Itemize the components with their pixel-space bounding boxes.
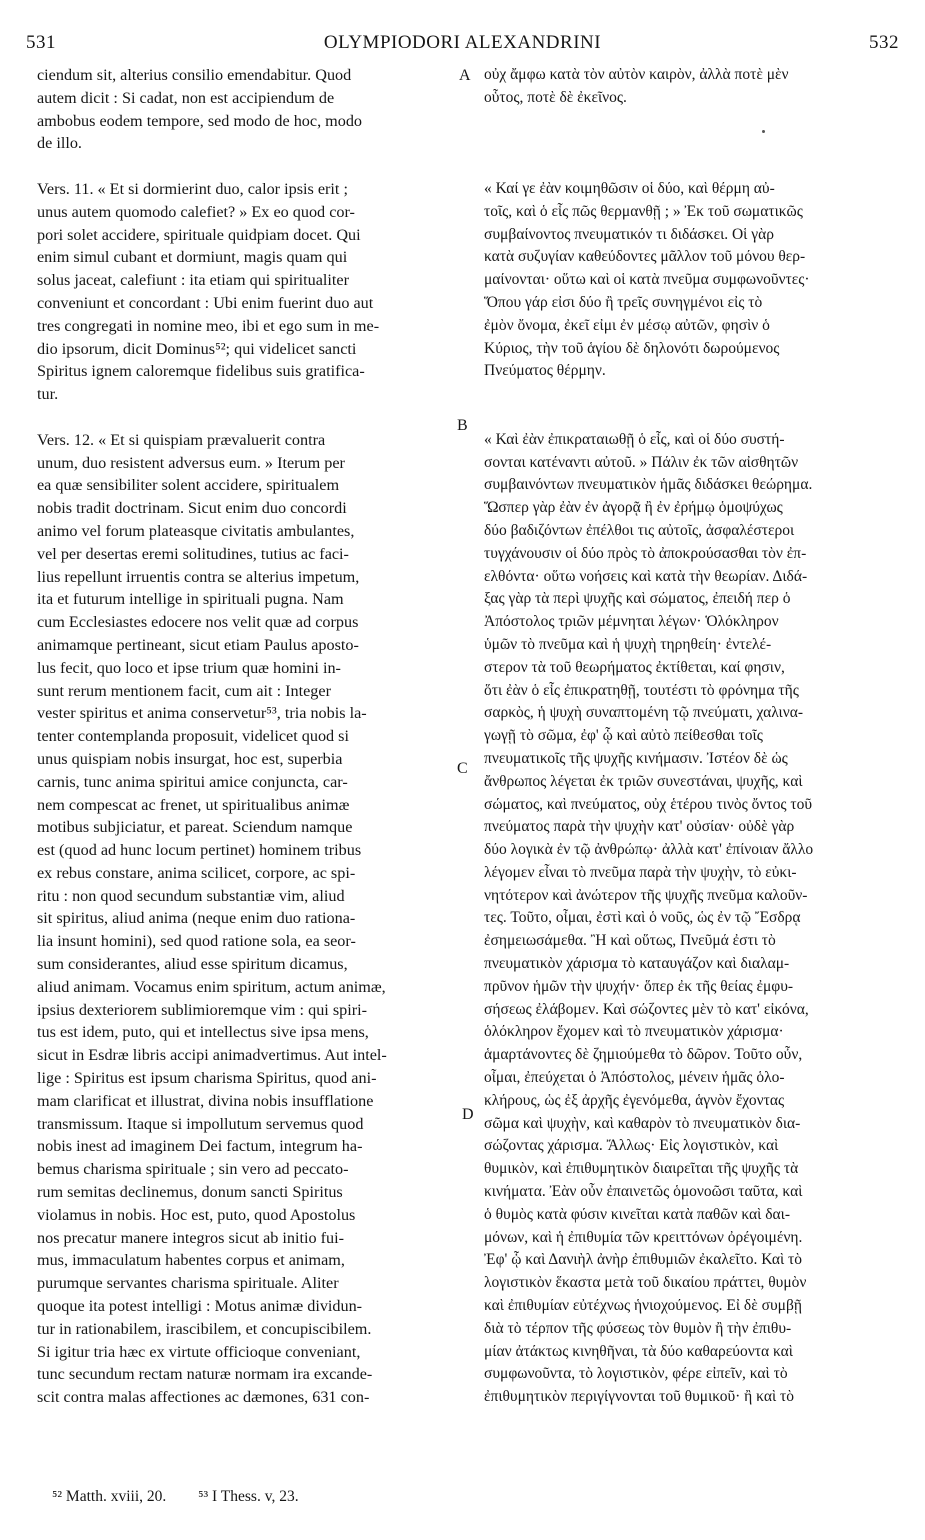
running-title: OLYMPIODORI ALEXANDRINI (323, 32, 602, 53)
latin-line: lia insunt homini), sed quod ratione sola, ea seor- (37, 932, 356, 951)
greek-line: ἐπιθυμητικὸν περιγίγνονται τοῦ θυμικοῦ· ἢ καὶ τὸ (484, 1388, 794, 1406)
greek-line: ὁλόκληρον ἔχομεν καὶ τὸ πνευματικὸν χάρισμα· (484, 1023, 784, 1041)
greek-line: Κύριος, τὴν τοῦ ἁγίου δὲ δηλονότι δωρούμενος (484, 339, 780, 357)
greek-line: δύο βαδιζόντων ἐπέλθοι τις αὐτοῖς, ἀσφαλέστεροι (484, 521, 795, 539)
latin-line: nobis inest ad imaginem Dei factum, integrum ha- (37, 1137, 363, 1156)
latin-line: vester spiritus et anima conservetur⁵³, tria nobis la- (37, 704, 367, 723)
latin-line (37, 406, 453, 429)
greek-line: ἄνθρωπος λέγεται ἐκ τριῶν συνεστάναι, ψυχῆς, καὶ (484, 772, 803, 790)
greek-line: μαίνονται· οὕτω καὶ οἱ κατὰ πνεῦμα συμφωνοῦντες· (484, 271, 810, 289)
latin-line: tunc secundum rectam naturæ normam ira excande- (37, 1365, 373, 1384)
latin-line: lus fecit, quo loco et ipse trium quæ homini in- (37, 658, 341, 677)
latin-line: mam clarificat et illustrat, divina nobis insufflatione (37, 1091, 374, 1110)
latin-line: sum considerantes, aliud esse spiritum dicamus, (37, 955, 348, 974)
greek-line: πρῦνον ἡμῶν τὴν ψυχήν· ὅπερ ἐκ τῆς θείας ἐμφυ- (484, 977, 794, 995)
greek-line: Ὅπου γάρ εἰσι δύο ἢ τρεῖς συνηγμένοι εἰς τὸ (484, 293, 763, 311)
latin-line: pori solet accidere, spirituale quidpiam docet. Qui (37, 225, 361, 244)
greek-line: θυμικὸν, καὶ ἐπιθυμητικὸν διαιρεῖται τῆς ψυχῆς τὰ (484, 1160, 799, 1178)
footnote-52: ⁵² Matth. xviii, 20. (52, 1488, 167, 1505)
greek-line: οὐχ ἄμφω κατὰ τὸν αὐτὸν καιρὸν, ἀλλὰ ποτὲ μὲν (484, 66, 789, 83)
latin-line: conveniunt et concordant : Ubi enim fuerint duo aut (37, 293, 374, 312)
margin-letter-b: B (457, 417, 468, 434)
latin-line: lige : Spiritus est ipsum charisma Spiritus, quod ani- (37, 1069, 377, 1088)
latin-line (37, 155, 453, 178)
greek-line: κινήματα. Ἐὰν οὖν ἐπαινετῶς ὁμονοῶσι ταῦτα, καὶ (484, 1183, 803, 1201)
latin-line: bemus charisma spirituale ; sin vero ad peccato- (37, 1160, 349, 1179)
page-number-left: 531 (26, 32, 56, 53)
greek-line: ἐμὸν ὄνομα, ἐκεῖ εἰμι ἐν μέσῳ αὐτῶν, φησὶν ὁ (484, 316, 770, 334)
footnotes (52, 1488, 327, 1506)
greek-line: οὗτος, ποτὲ δὲ ἐκεῖνος. (484, 88, 627, 106)
latin-line: purumque servantes charisma spirituale. Aliter (37, 1274, 339, 1293)
greek-line: ὅτι ἐὰν ὁ εἷς ἐπικρατηθῇ, τουτέστι τὸ φρόνημα τῆς (484, 681, 799, 699)
latin-line: de illo. (37, 134, 82, 153)
greek-line: σώζοντας χάρισμα. Ἄλλως· Εἰς λογιστικὸν, καὶ (484, 1137, 779, 1155)
latin-line: sicut in Esdræ libris accipi animadvertimus. Aut intel- (37, 1046, 387, 1065)
greek-line: « Καὶ ἐὰν ἐπικραταιωθῇ ὁ εἷς, καὶ οἱ δύο συστή- (484, 430, 785, 448)
latin-line: tus est idem, puto, qui et intellectus sive ipsa mens, (37, 1023, 369, 1042)
greek-line (484, 110, 892, 133)
greek-line (484, 406, 892, 429)
greek-line: γωγῇ τὸ σῶμα, ἐφ' ᾧ καὶ αὐτὸ πείθεσθαι τοῖς (484, 727, 763, 745)
greek-line: στερον τὰ τοῦ θεωρήματος ἐκτίθεται, καί φησιν, (484, 658, 785, 676)
latin-line: ambobus eodem tempore, sed modo de hoc, modo (37, 111, 363, 130)
greek-line: τυγχάνουσιν οἱ δύο πρὸς τὸ ἀποκρούσασθαι τὸν ἐπ- (484, 544, 807, 562)
greek-line: Πνεύματος θέρμην. (484, 362, 606, 380)
greek-line: τοῖς, καὶ ὁ εἷς πῶς θερμανθῇ ; » Ἐκ τοῦ σωματικῶς (484, 202, 803, 220)
greek-line: μόνων, καὶ ἡ ἐπιθυμία τῶν κρειττόνων ὀρέγοιμένη. (484, 1228, 803, 1246)
greek-line: πνευματικοῖς τῆς ψυχῆς κινήμασιν. Ἰστέον δὲ ὡς (484, 749, 788, 767)
margin-letter-c: C (457, 760, 468, 777)
greek-line: νητότερον καὶ ἀνώτερον τῆς ψυχῆς πνεῦμα καλοῦν- (484, 886, 808, 904)
greek-line: πνευματικὸν χάρισμα τὸ καταυγάζον καὶ διαλαμ- (484, 955, 790, 973)
latin-line: mus, immaculatum habentes corpus et animam, (37, 1251, 345, 1270)
latin-line: nem compescat ac frenet, ut spiritualibus animæ (37, 795, 350, 814)
greek-line: διὰ τὸ τέρπον τῆς φύσεως τὸν θυμὸν ἢ τὴν ἐπιθυ- (484, 1319, 792, 1337)
latin-line: Vers. 11. « Et si dormierint duo, calor ipsis erit ; (37, 179, 348, 198)
greek-line: ἁμαρτάνοντες δὲ ζημιούμεθα τὸ δῶρον. Τοῦτο οὖν, (484, 1046, 803, 1064)
latin-line: ex rebus constare, anima scilicet, corpore, ac spi- (37, 863, 356, 882)
greek-line: τες. Τοῦτο, οἶμαι, ἐστὶ καὶ ὁ νοῦς, ὡς ἐν τῷ Ἔσδρᾳ (484, 909, 801, 927)
greek-line (484, 155, 892, 178)
footnote-53: ⁵³ I Thess. v, 23. (198, 1488, 299, 1505)
greek-line: πνεύματος παρὰ τὴν ψυχὴν κατ' οὐσίαν· οὐδὲ γὰρ (484, 818, 795, 836)
greek-line: λέγομεν εἶναι τὸ πνεῦμα παρὰ τὴν ψυχὴν, τὸ εὐκι- (484, 863, 797, 881)
greek-line (484, 132, 892, 155)
latin-line: est (quod ad hunc locum pertinet) hominem tribus (37, 841, 362, 860)
latin-line: cum Ecclesiastes edocere nos velit quæ ad corpus (37, 613, 359, 632)
running-header (26, 32, 899, 60)
latin-line: rum semitas declinemus, donum sancti Spiritus (37, 1183, 343, 1202)
ink-speck (762, 130, 765, 133)
latin-line: aliud animam. Vocamus enim spiritum, actum animæ, (37, 977, 386, 996)
greek-line: σῶμα καὶ ψυχὴν, καὶ καθαρὸν τὸ πνευματικὸν δια- (484, 1114, 801, 1132)
greek-line: ξας γὰρ τὰ περὶ ψυχῆς καὶ σώματος, ἐπειδή περ ὁ (484, 590, 791, 608)
page-number-right: 532 (869, 32, 899, 53)
latin-line: ciendum sit, alterius consilio emendabitur. Quod (37, 66, 352, 84)
latin-line: Spiritus ignem caloremque fidelibus suis gratifica- (37, 362, 365, 381)
latin-line: solus jaceat, calefiunt : ita etiam qui spiritualiter (37, 271, 349, 290)
latin-line: unum, duo resistent adversus eum. » Iterum per (37, 453, 345, 472)
greek-line: συμβαινόντων πνευματικὸν ἡμᾶς διδάσκει θεώρημα. (484, 476, 813, 494)
latin-line: Si igitur tria hæc ex virtute officioque conveniant, (37, 1342, 361, 1361)
latin-line: tres congregati in nomine meo, ibi et ego sum in me- (37, 316, 380, 335)
latin-line: carnis, tunc anima spiritui amice conjuncta, car- (37, 772, 348, 791)
latin-line: nos precatur manere integros sicut ab initio fui- (37, 1228, 345, 1247)
latin-line: ea quæ sensibiliter solent accidere, spiritualem (37, 476, 340, 495)
latin-line: quoque ita potest intelligi : Motus animæ dividun- (37, 1297, 363, 1316)
latin-line: vel per desertas eremi solitudines, tutius ac faci- (37, 544, 349, 563)
latin-line: animo vel forum plateasque civitatis ambulantes, (37, 521, 355, 540)
greek-line: δύο λογικὰ ἐν τῷ ἀνθρώπῳ· ἀλλὰ κατ' ἐπίνοιαν ἄλλο (484, 841, 814, 859)
greek-line: σώματος, καὶ πνεύματος, οὐχ ἑτέρου τινὸς ὄντος τοῦ (484, 795, 813, 813)
latin-line: dio ipsorum, dicit Dominus⁵²; qui videlicet sancti (37, 339, 357, 358)
latin-line: ritu : non quod secundum substantiæ vim, aliud (37, 886, 345, 905)
latin-line: animamque pertineant, sicut etiam Paulus aposto- (37, 635, 359, 654)
latin-column (37, 64, 453, 1409)
latin-line: Vers. 12. « Et si quispiam prævaluerit contra (37, 430, 326, 449)
greek-line: σαρκὸς, ἡ ψυχὴ συναπτομένη τῷ πνεύματι, χαλινα- (484, 704, 803, 722)
latin-line: nobis tradit doctrinam. Sicut enim duo concordi (37, 499, 347, 518)
greek-line: λογιστικὸν ἕκαστα μετὰ τοῦ δικαίου πράττει, θυμὸν (484, 1274, 807, 1292)
greek-line: μίαν ἀτάκτως κινηθῆναι, τὰ δύο καθαρεύοντα καὶ (484, 1342, 793, 1360)
latin-line: ita et futurum intellige in spirituali pugna. Nam (37, 590, 344, 609)
latin-line: motibus subjiciatur, et pareat. Sciendum namque (37, 818, 353, 837)
latin-line: enim simul cubant et dormiunt, magis quam qui (37, 248, 348, 267)
greek-line: συμφωνοῦντα, τὸ λογιστικὸν, φέρε εἰπεῖν, καὶ τὸ (484, 1365, 788, 1383)
greek-line: « Καί γε ἐὰν κοιμηθῶσιν οἱ δύο, καὶ θέρμη αὐ- (484, 179, 775, 197)
latin-line: ipsius dexteriorem sublimioremque vim : qui spiri- (37, 1000, 368, 1019)
greek-line: καὶ ἐπιθυμίαν εὐτέχνως ἡνιοχούμενος. Εἰ δὲ συμβῇ (484, 1297, 802, 1315)
latin-line: tur. (37, 385, 59, 404)
latin-line: unus autem quomodo calefiet? » Ex eo quod cor- (37, 202, 355, 221)
latin-line: sit spiritus, aliud anima (neque enim duo rationa- (37, 909, 356, 928)
greek-line: ὁ θυμὸς κατὰ φύσιν κινεῖται κατὰ παθῶν καὶ δαι- (484, 1205, 790, 1223)
greek-line: σονται κατέναντι αὐτοῦ. » Πάλιν ἐκ τῶν αἰσθητῶν (484, 453, 799, 471)
latin-line: scit contra malas affectiones ac dæmones, 631 con- (37, 1388, 370, 1407)
greek-line: συμβαίνοντος πνευματικόν τι διδάσκει. Οἱ γὰρ (484, 225, 774, 243)
latin-line: violamus in nobis. Hoc est, puto, quod Apostolus (37, 1205, 356, 1224)
latin-line: lius repellunt irruentis contra se alterius impetum, (37, 567, 360, 586)
latin-line: sunt rerum mentionem facit, cum ait : Integer (37, 681, 331, 700)
greek-line: κλήρους, ὡς ἐξ ἀρχῆς ἐγενόμεθα, ἁγνὸν ἔχοντας (484, 1091, 785, 1109)
latin-line: tenter contemplanda proposuit, videlicet quod si (37, 727, 349, 746)
greek-column (484, 64, 892, 1409)
greek-line: ὑμῶν τὸ πνεῦμα καὶ ἡ ψυχὴ τηρηθείη· ἐντελέ- (484, 635, 772, 653)
latin-line: tur in rationabilem, irascibilem, et concupiscibilem. (37, 1319, 372, 1338)
greek-line: Ἀπόστολος τριῶν μέμνηται λέγων· Ὁλόκληρον (484, 613, 779, 631)
latin-line: unus quispiam nobis insurgat, hoc est, superbia (37, 749, 343, 768)
margin-letter-d: D (462, 1106, 474, 1123)
margin-letter-a: A (459, 67, 471, 84)
latin-line: autem dicit : Si cadat, non est accipiendum de (37, 88, 335, 107)
greek-line: σήσεως ἐλάβομεν. Καὶ σώζοντες μὲν τὸ κατ' εἰκόνα, (484, 1000, 809, 1018)
greek-line: Ὥσπερ γὰρ ἐὰν ἐν ἀγορᾷ ἢ ἐν ἐρήμῳ ὁμοψύχως (484, 499, 783, 517)
latin-line: transmissum. Itaque si impollutum servemus quod (37, 1114, 364, 1133)
greek-line: κατὰ συζυγίαν καθεύδοντες μᾶλλον τοῦ μόνου θερ- (484, 248, 806, 266)
greek-line: οἶμαι, ἐπεύχεται ὁ Ἀπόστολος, μένειν ἡμᾶς ὁλο- (484, 1069, 785, 1087)
greek-line: ἐσημειωσάμεθα. Ἢ καὶ οὕτως, Πνεῦμά ἐστι τὸ (484, 932, 776, 950)
greek-line: Ἐφ' ᾧ καὶ Δανιὴλ ἀνὴρ ἐπιθυμιῶν ἐκαλεῖτο. Καὶ τὸ (484, 1251, 803, 1269)
greek-line (484, 383, 892, 406)
greek-line: ελθόντα· οὕτω νοήσεις καὶ κατὰ τὴν θεωρίαν. Διδά- (484, 567, 808, 585)
